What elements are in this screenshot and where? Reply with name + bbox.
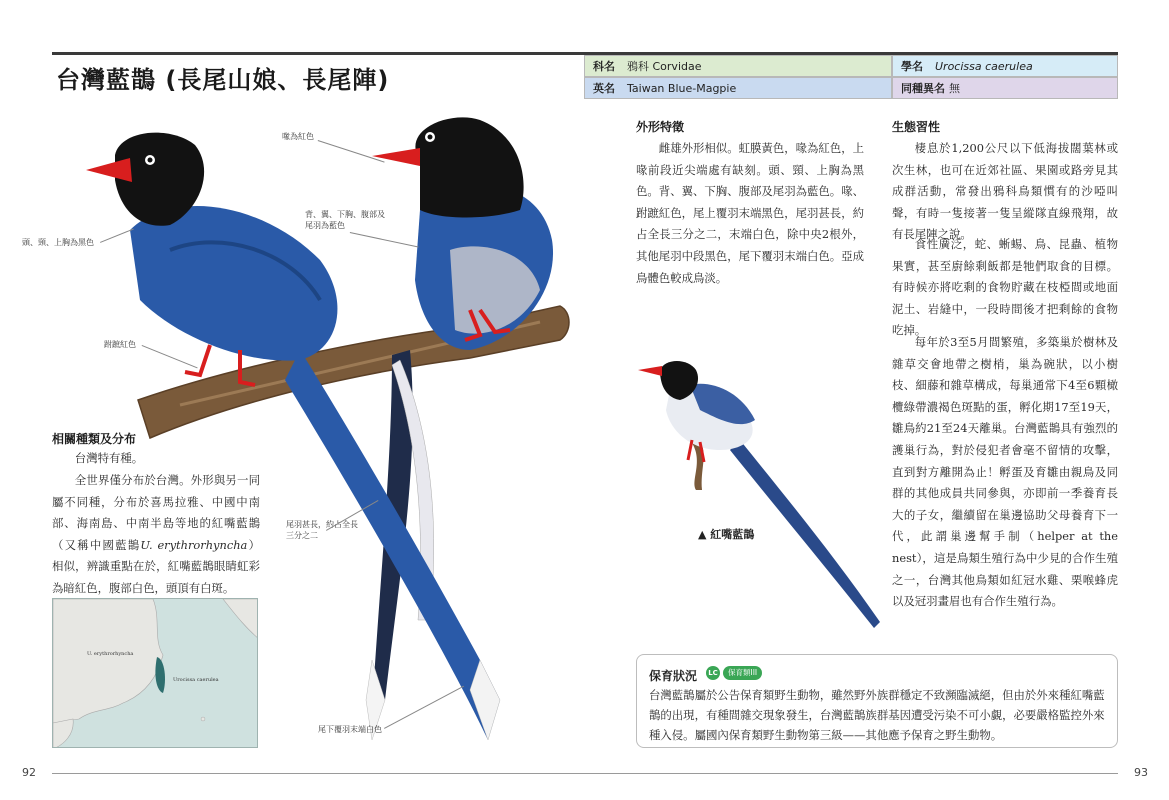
- callout-beak: 喙為紅色: [282, 132, 314, 141]
- map-graphic: [53, 599, 258, 748]
- bottom-rule: [52, 773, 1118, 774]
- callout-legs: 跗蹠紅色: [104, 340, 136, 349]
- english-name-label: 英名: [593, 82, 615, 95]
- page-number-right: 93: [1134, 766, 1148, 779]
- english-name-value: Taiwan Blue-Magpie: [627, 82, 737, 95]
- red-billed-magpie-illustration: [630, 350, 890, 640]
- protection-level-badge: 保育類III: [723, 666, 762, 680]
- mainland-landmass: [53, 599, 163, 723]
- scientific-name-value: Urocissa caerulea: [935, 60, 1033, 73]
- ecology-paragraph-3: 每年於3至5月間繁殖，多築巢於樹林及雜草交會地帶之樹梢，巢為碗狀，以小樹枝、細藤和雜草構成，每巢通常下4至6顆橄欖綠帶濃褐色斑點的蛋，孵化期17至19天，雛鳥約21至24天離巢。台灣藍鵲具有強烈的護巢行為，對於侵犯者會毫不留情的攻擊，直到對方離開為止！孵蛋及育雛由親鳥及同群的其他成員共同參與，亦即前一季養育長大的子女，繼續留在巢邊協助父母養育下一代，此謂巢邊幫手制（helper at the nest），這是鳥類生殖行為中少見的合作生殖之一，台灣其他鳥類如紅冠水雞、栗喉蜂虎以及冠羽畫眉也有合作生殖行為。: [892, 335, 1118, 609]
- synonym-cell: [892, 77, 1118, 99]
- related-distribution: 全世界僅分布於台灣。外形與另一同屬不同種，分布於喜馬拉雅、中國中南部、海南島、中南半島等地的紅嘴藍鵲（又稱中國藍鵲U. erythrorhyncha）相似，辨識重點在於，紅嘴藍鵲眼睛虹彩為暗紅色，腹部白色，頭頂有白斑。: [52, 473, 260, 595]
- species-info-table: [584, 55, 1118, 99]
- scientific-name-cell: [892, 55, 1118, 77]
- ecology-paragraph-1: 棲息於1,200公尺以下低海拔闊葉林或次生林，也可在近郊社區、果園或路旁見其成群活動，常發出鴉科鳥類慣有的沙啞叫聲，有時一隻接著一隻呈縱隊直線飛翔，故有長尾陣之說。: [892, 141, 1118, 242]
- scientific-name-label: 學名: [901, 60, 923, 73]
- map-label-erythrorhyncha: U. erythrorhyncha: [87, 651, 134, 657]
- synonym-label: 同種異名: [901, 82, 945, 95]
- callout-head: 頭、頸、上胸為黑色: [22, 238, 94, 247]
- front-bird-beak: [86, 158, 132, 182]
- distribution-map: [52, 598, 258, 748]
- appearance-heading: 外形特徵: [636, 120, 685, 134]
- ecology-heading: 生態習性: [892, 120, 941, 134]
- conservation-box: [636, 654, 1118, 748]
- callout-back: 背、翼、下胸、腹部及 尾羽為藍色: [305, 210, 385, 230]
- small-bird-caption: ▲ 紅嘴藍鵲: [698, 528, 755, 541]
- appearance-text: 雌雄外形相似。虹膜黃色，喙為紅色，上喙前段近尖端處有缺刻。頭、頸、上胸為黑色。背、翼、下胸、腹部及尾羽為藍色。喙、跗蹠紅色，尾上覆羽末端黑色，尾羽甚長，約占全長三分之二，末端白色，除中央2根外，其他尾羽中段黑色，尾下覆羽末端白色。亞成鳥體色較成鳥淡。: [636, 141, 864, 285]
- conservation-heading: 保育狀況: [649, 669, 698, 683]
- lc-badge-icon: LC: [706, 666, 720, 680]
- family-value: 鴉科 Corvidae: [627, 60, 702, 73]
- synonym-value: 無: [949, 82, 960, 95]
- small-bird-beak: [638, 366, 662, 376]
- callout-tail: 尾羽甚長，約占全長 三分之二: [286, 520, 358, 540]
- related-endemic: 台灣特有種。: [74, 451, 144, 465]
- family-label: 科名: [593, 60, 615, 73]
- family-cell: [584, 55, 892, 77]
- page-number-left: 92: [22, 766, 36, 779]
- back-bird-beak: [372, 148, 420, 166]
- ecology-paragraph-2: 食性廣泛，蛇、蜥蜴、鳥、昆蟲、植物果實，甚至廚餘剩飯都是牠們取食的目標。有時候亦將吃剩的食物貯藏在枝椏間或地面泥土、岩縫中，一段時間後才把剩餘的食物吃掉。: [892, 237, 1118, 338]
- related-heading: 相關種類及分布: [52, 432, 137, 446]
- taiwan-island: [155, 657, 165, 693]
- map-label-caerulea: Urocissa caerulea: [173, 677, 219, 683]
- page-title: 台灣藍鵲 (長尾山娘、長尾陣): [56, 66, 390, 94]
- related-sci-name: U. erythrorhyncha: [140, 537, 248, 552]
- conservation-text: 台灣藍鵲屬於公告保育類野生動物，雖然野外族群穩定不致瀕臨滅絕，但由於外來種紅嘴藍鵲的出現，有種間雜交現象發生，台灣藍鵲族群基因遭受污染不可小覷，必要嚴格監控外來種入侵。屬國內保育類野生動物第三級——其他應予保育之野生動物。: [649, 688, 1105, 742]
- english-name-cell: [584, 77, 892, 99]
- callout-undertail: 尾下覆羽末端白色: [318, 725, 382, 734]
